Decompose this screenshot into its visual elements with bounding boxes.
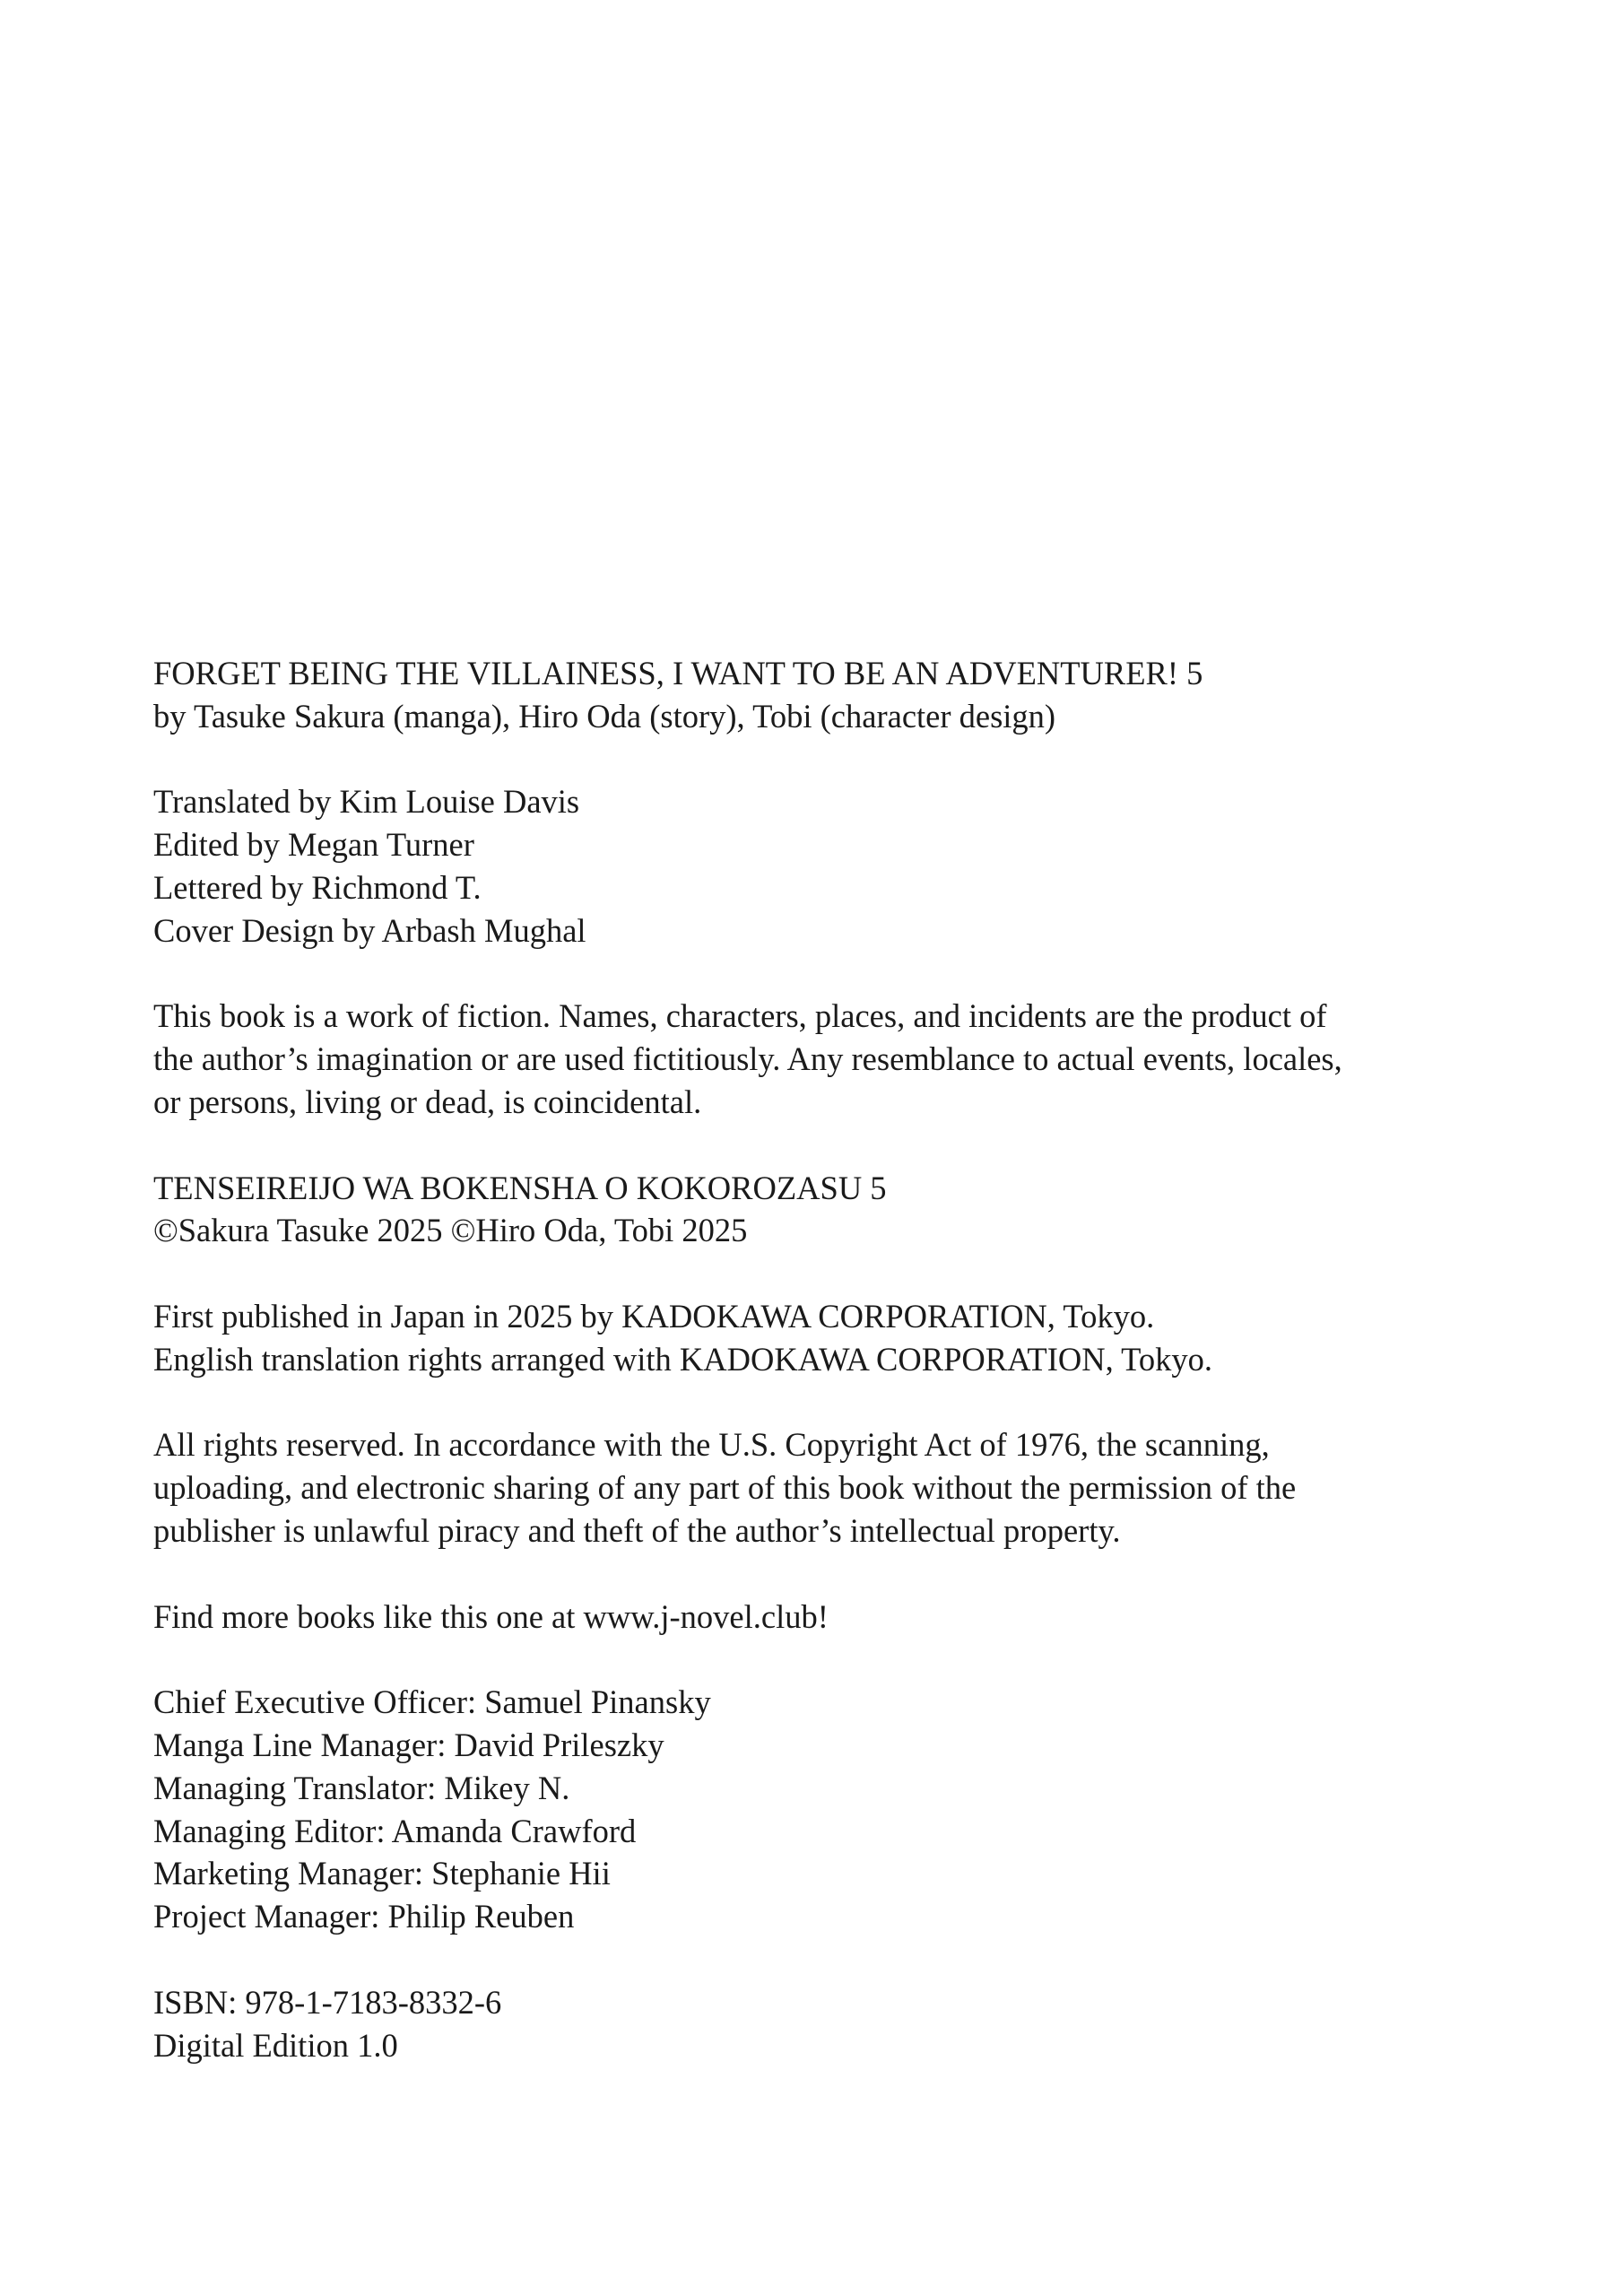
title-paragraph [153, 652, 1480, 738]
rights-paragraph [153, 1423, 1480, 1552]
rights-line: uploading, and electronic sharing of any part of this book without the permission of the [153, 1469, 1297, 1507]
publication-line: First published in Japan in 2025 by KADOKAWA CORPORATION, Tokyo. [153, 1297, 1155, 1335]
rights-line: publisher is unlawful piracy and theft of the author’s intellectual property. [153, 1511, 1121, 1549]
author-byline: by Tasuke Sakura (manga), Hiro Oda (story), Tobi (character design) [153, 697, 1056, 735]
staff-paragraph [153, 1681, 1480, 1938]
promo-paragraph [153, 1596, 1480, 1639]
original-title-paragraph [153, 1167, 1480, 1253]
credit-editor: Edited by Megan Turner [153, 826, 474, 864]
staff-line: Marketing Manager: Stephanie Hii [153, 1855, 611, 1892]
publication-paragraph [153, 1295, 1480, 1381]
credit-cover-design: Cover Design by Arbash Mughal [153, 911, 586, 949]
disclaimer-line: This book is a work of fiction. Names, characters, places, and incidents are the product of [153, 997, 1327, 1035]
fiction-disclaimer-paragraph [153, 995, 1480, 1123]
original-copyright: ©Sakura Tasuke 2025 ©Hiro Oda, Tobi 2025 [153, 1212, 748, 1249]
credit-translator: Translated by Kim Louise Davis [153, 783, 580, 821]
credit-letterer: Lettered by Richmond T. [153, 868, 482, 906]
copyright-page [153, 652, 1480, 2066]
promo-line: Find more books like this one at www.j-novel.club! [153, 1597, 829, 1635]
staff-line: Chief Executive Officer: Samuel Pinansky [153, 1683, 711, 1721]
publication-line: English translation rights arranged with KADOKAWA CORPORATION, Tokyo. [153, 1340, 1213, 1378]
book-title: FORGET BEING THE VILLAINESS, I WANT TO BE AN ADVENTURER! 5 [153, 655, 1203, 691]
edition-version: Digital Edition 1.0 [153, 2026, 398, 2064]
rights-line: All rights reserved. In accordance with the U.S. Copyright Act of 1976, the scanning, [153, 1426, 1270, 1464]
staff-line: Manga Line Manager: David Prileszky [153, 1726, 664, 1763]
staff-line: Managing Translator: Mikey N. [153, 1769, 570, 1806]
disclaimer-line: or persons, living or dead, is coincidental. [153, 1083, 702, 1120]
staff-line: Managing Editor: Amanda Crawford [153, 1812, 637, 1849]
original-title: TENSEIREIJO WA BOKENSHA O KOKOROZASU 5 [153, 1169, 887, 1206]
disclaimer-line: the author’s imagination or are used fictitiously. Any resemblance to actual events, locales, [153, 1040, 1342, 1078]
staff-line: Project Manager: Philip Reuben [153, 1898, 575, 1935]
edition-paragraph [153, 1981, 1480, 2067]
credits-paragraph [153, 780, 1480, 952]
isbn: ISBN: 978-1-7183-8332-6 [153, 1983, 502, 2021]
